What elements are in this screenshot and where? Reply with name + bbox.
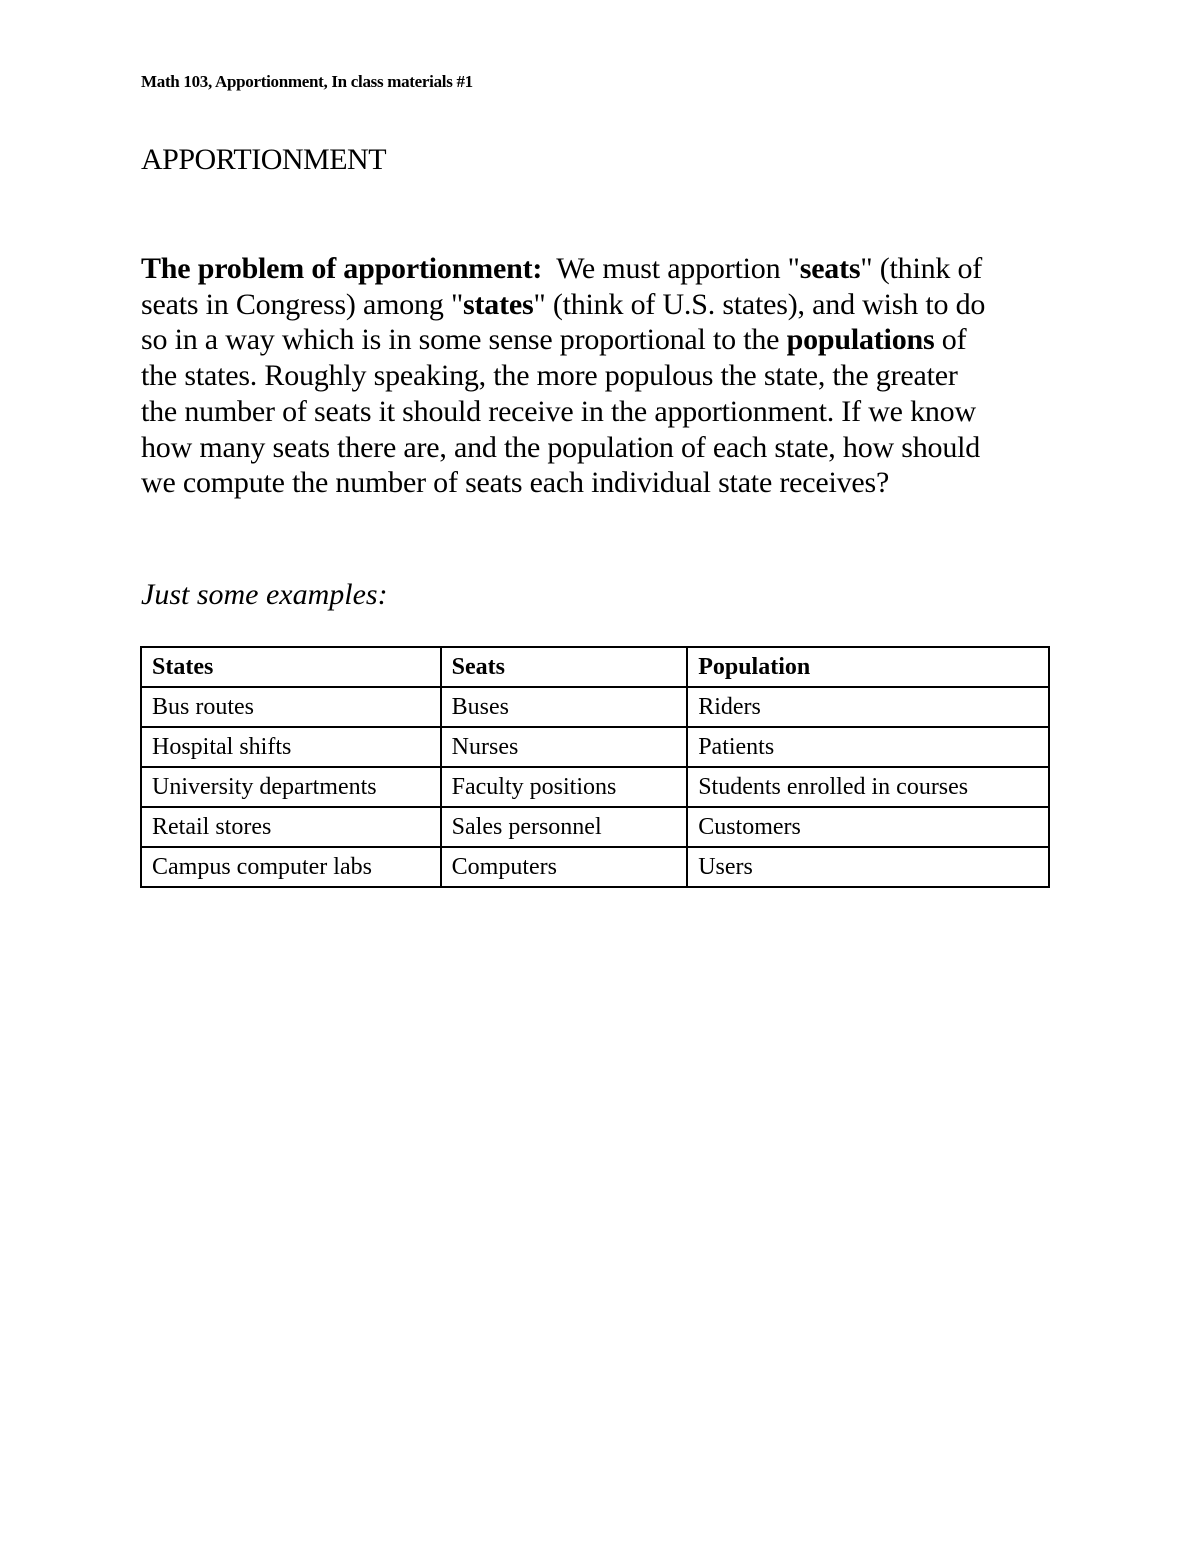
intro-text: " (think of U.S. states), and wish to do (533, 287, 986, 321)
intro-text: of (941, 323, 967, 357)
intro-lead-bold: The problem of apportionment: (141, 252, 543, 285)
column-header-population: Population (687, 647, 1049, 687)
intro-text: so in a way which is in some sense proportional to the (141, 323, 780, 357)
intro-text: seats in Congress) among " (141, 287, 464, 321)
cell-seats: Faculty positions (441, 767, 688, 807)
intro-text: We must apportion " (556, 252, 800, 285)
column-header-seats: Seats (441, 647, 688, 687)
table-row (141, 807, 1049, 847)
cell-population: Customers (687, 807, 1049, 847)
cell-states: University departments (141, 767, 441, 807)
table-row (141, 767, 1049, 807)
column-header-states: States (141, 647, 441, 687)
cell-seats: Computers (441, 847, 688, 887)
intro-text: " (think of (860, 252, 983, 285)
cell-population: Users (687, 847, 1049, 887)
examples-table (140, 646, 1050, 888)
cell-population: Students enrolled in courses (687, 767, 1049, 807)
intro-line-1 (141, 251, 1053, 287)
intro-paragraph (141, 251, 1053, 501)
intro-line-3 (141, 322, 1053, 358)
term-populations: populations (786, 323, 935, 357)
intro-line-7: we compute the number of seats each individual state receives? (141, 466, 890, 500)
table-header-row (141, 647, 1049, 687)
term-seats: seats (799, 252, 861, 285)
cell-seats: Sales personnel (441, 807, 688, 847)
cell-states: Bus routes (141, 687, 441, 727)
cell-states: Hospital shifts (141, 727, 441, 767)
cell-states: Campus computer labs (141, 847, 441, 887)
examples-heading: Just some examples: (141, 578, 388, 611)
course-header: Math 103, Apportionment, In class materials #1 (141, 72, 473, 91)
cell-seats: Buses (441, 687, 688, 727)
intro-line-5: the number of seats it should receive in the apportionment. If we know (141, 394, 976, 428)
table-row (141, 687, 1049, 727)
table-row (141, 847, 1049, 887)
intro-line-4: the states. Roughly speaking, the more populous the state, the greater (141, 359, 958, 393)
table-row (141, 727, 1049, 767)
cell-population: Patients (687, 727, 1049, 767)
intro-line-2 (141, 287, 1053, 323)
cell-states: Retail stores (141, 807, 441, 847)
intro-line-6: how many seats there are, and the population of each state, how should (141, 430, 981, 464)
cell-population: Riders (687, 687, 1049, 727)
cell-seats: Nurses (441, 727, 688, 767)
page-title: APPORTIONMENT (141, 143, 387, 176)
term-states: states (463, 287, 534, 321)
